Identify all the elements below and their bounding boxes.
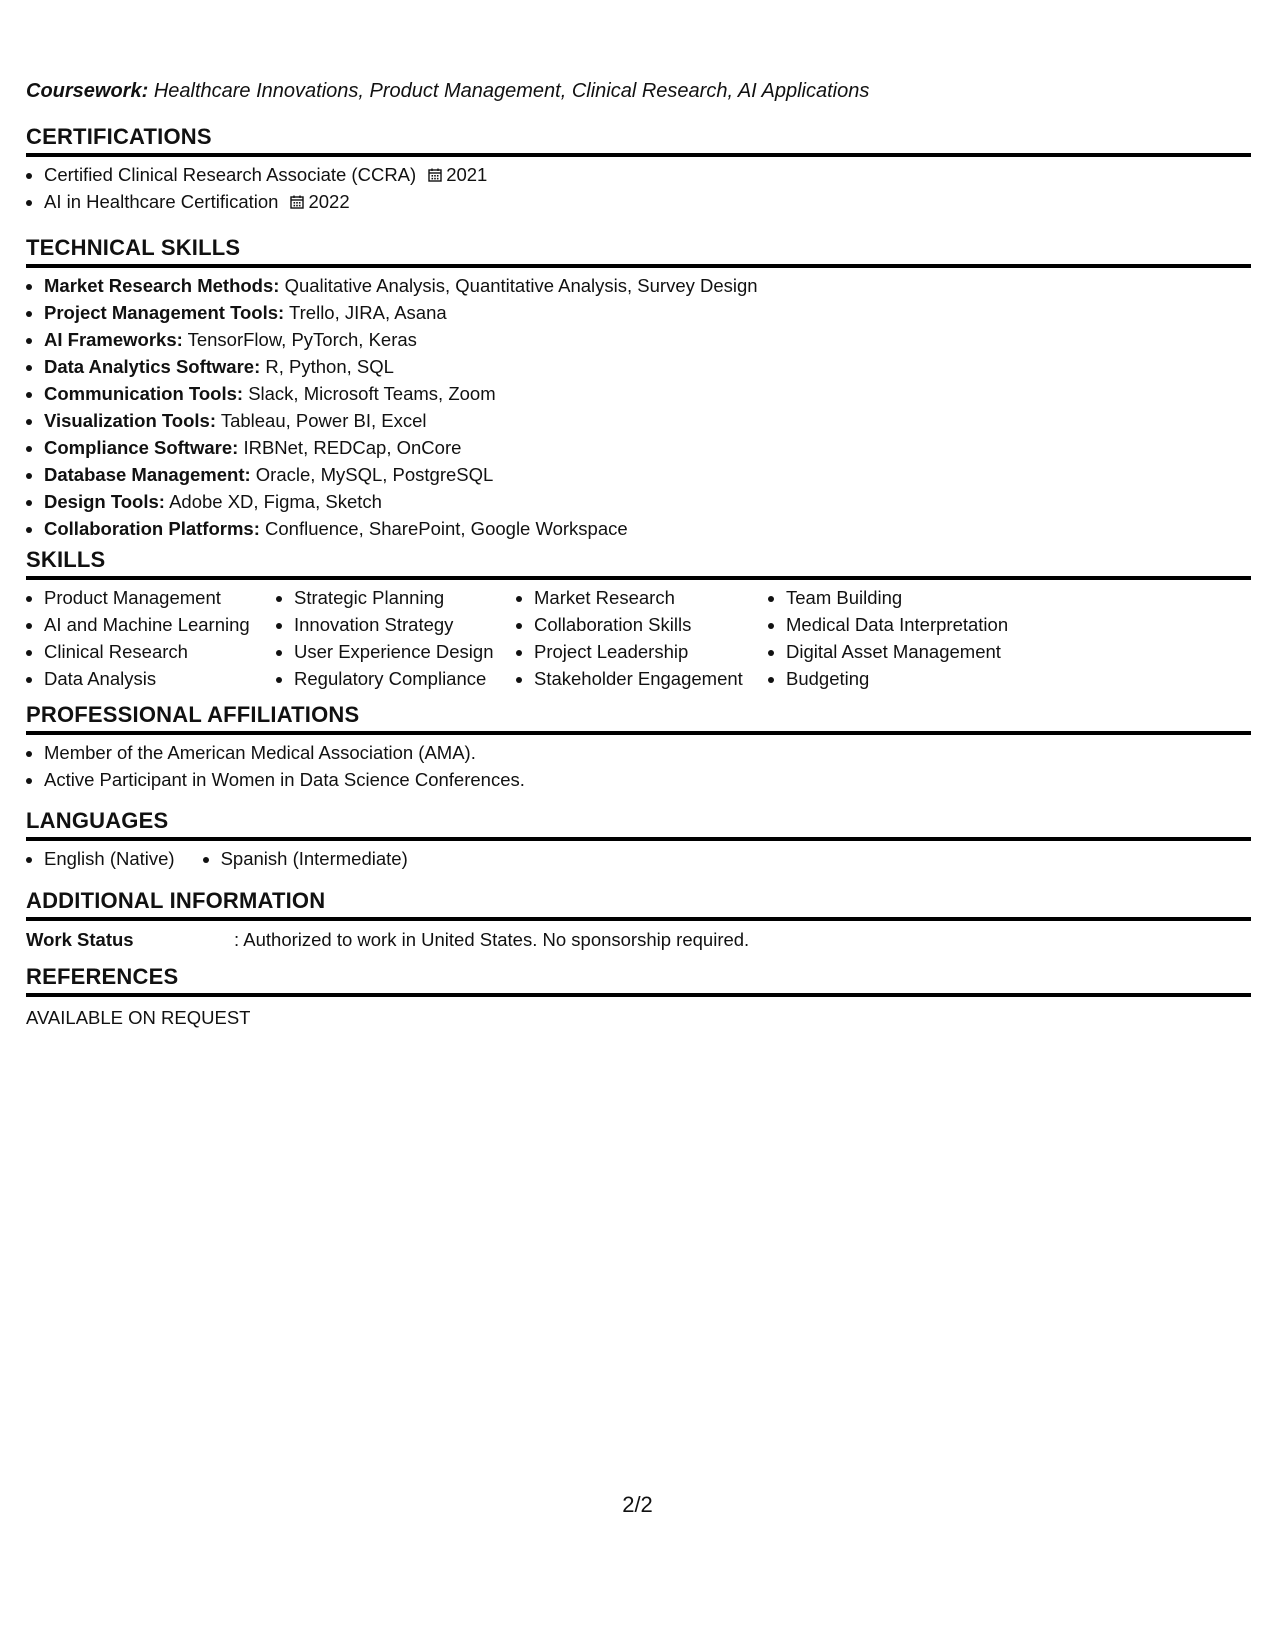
skills-column (26, 584, 276, 692)
certification-year: 2022 (308, 191, 350, 212)
certifications-title: CERTIFICATIONS (26, 124, 1251, 157)
technical-skill-value: TensorFlow, PyTorch, Keras (187, 329, 417, 350)
skills-column (516, 584, 768, 692)
technical-skill-item (44, 353, 1251, 380)
language-item: • Spanish (Intermediate) (221, 845, 408, 872)
technical-skill-label: Collaboration Platforms: (44, 518, 260, 539)
technical-skill-label: Market Research Methods: (44, 275, 280, 296)
technical-skill-item (44, 488, 1251, 515)
work-status-row (26, 929, 1251, 951)
skill-item: • Project Leadership (534, 638, 768, 665)
technical-skill-item (44, 515, 1251, 542)
skills-title: SKILLS (26, 547, 1251, 580)
technical-skill-item (44, 434, 1251, 461)
coursework-line (26, 80, 869, 103)
affiliation-item: • Active Participant in Women in Data Science Conferences. (44, 766, 1251, 793)
technical-skill-item (44, 461, 1251, 488)
affiliations-section (26, 702, 1251, 793)
certification-name: AI in Healthcare Certification (44, 191, 279, 212)
skills-section (26, 547, 1251, 692)
affiliations-list (26, 739, 1251, 793)
technical-skill-label: Project Management Tools: (44, 302, 285, 323)
skill-item: • Team Building (786, 584, 1046, 611)
technical-skill-value: Trello, JIRA, Asana (289, 302, 447, 323)
skill-item: • Innovation Strategy (294, 611, 516, 638)
certifications-section (26, 124, 1251, 215)
page-number: 2/2 (622, 1492, 653, 1517)
references-title: REFERENCES (26, 964, 1251, 997)
skill-item: • Product Management (44, 584, 276, 611)
certification-year: 2021 (446, 164, 488, 185)
technical-skill-value: Tableau, Power BI, Excel (220, 410, 427, 431)
technical-skills-section (26, 235, 1251, 542)
references-section (26, 964, 1251, 1029)
languages-title: LANGUAGES (26, 808, 1251, 841)
calendar-icon (428, 168, 442, 182)
skill-item: • Medical Data Interpretation (786, 611, 1046, 638)
certifications-list (26, 161, 1251, 215)
additional-info-section (26, 888, 1251, 951)
technical-skill-item (44, 407, 1251, 434)
skills-column (276, 584, 516, 692)
affiliations-title: PROFESSIONAL AFFILIATIONS (26, 702, 1251, 735)
technical-skill-value: Qualitative Analysis, Quantitative Analysis, Survey Design (284, 275, 758, 296)
skills-column (768, 584, 1046, 692)
technical-skill-item (44, 380, 1251, 407)
technical-skill-label: Data Analytics Software: (44, 356, 261, 377)
additional-info-title: ADDITIONAL INFORMATION (26, 888, 1251, 921)
technical-skills-list (26, 272, 1251, 542)
technical-skill-value: IRBNet, REDCap, OnCore (243, 437, 462, 458)
technical-skill-label: AI Frameworks: (44, 329, 183, 350)
work-status-label: Work Status (26, 929, 134, 950)
skill-item: • Digital Asset Management (786, 638, 1046, 665)
skill-item: • Data Analysis (44, 665, 276, 692)
languages-section (26, 808, 1251, 872)
skills-grid (26, 584, 1251, 692)
skill-item: • Strategic Planning (294, 584, 516, 611)
skill-item: • Market Research (534, 584, 768, 611)
technical-skill-value: Adobe XD, Figma, Sketch (169, 491, 382, 512)
technical-skill-value: Confluence, SharePoint, Google Workspace (265, 518, 628, 539)
technical-skill-label: Compliance Software: (44, 437, 239, 458)
skill-item: • Collaboration Skills (534, 611, 768, 638)
coursework-value: Healthcare Innovations, Product Management, Clinical Research, AI Applications (153, 80, 870, 102)
calendar-icon (290, 195, 304, 209)
technical-skill-value: R, Python, SQL (265, 356, 394, 377)
skill-item: • Regulatory Compliance (294, 665, 516, 692)
technical-skill-value: Oracle, MySQL, PostgreSQL (255, 464, 494, 485)
skill-item: • Budgeting (786, 665, 1046, 692)
technical-skills-title: TECHNICAL SKILLS (26, 235, 1251, 268)
skill-item: • Clinical Research (44, 638, 276, 665)
technical-skill-label: Design Tools: (44, 491, 165, 512)
certification-item (44, 161, 1251, 188)
technical-skill-label: Communication Tools: (44, 383, 244, 404)
technical-skill-item (44, 272, 1251, 299)
technical-skill-value: Slack, Microsoft Teams, Zoom (248, 383, 496, 404)
references-text: AVAILABLE ON REQUEST (26, 1007, 251, 1028)
skill-item: • AI and Machine Learning (44, 611, 276, 638)
technical-skill-label: Visualization Tools: (44, 410, 217, 431)
affiliation-item: • Member of the American Medical Association (AMA). (44, 739, 1251, 766)
coursework-label: Coursework: (26, 80, 149, 102)
certification-item (44, 188, 1251, 215)
certification-name: Certified Clinical Research Associate (CCRA) (44, 164, 417, 185)
language-item: • English (Native) (44, 845, 175, 872)
technical-skill-item (44, 299, 1251, 326)
technical-skill-item (44, 326, 1251, 353)
technical-skill-label: Database Management: (44, 464, 251, 485)
skill-item: • Stakeholder Engagement (534, 665, 768, 692)
skill-item: • User Experience Design (294, 638, 516, 665)
languages-list (26, 845, 1251, 872)
work-status-value: : Authorized to work in United States. No sponsorship required. (234, 929, 750, 950)
